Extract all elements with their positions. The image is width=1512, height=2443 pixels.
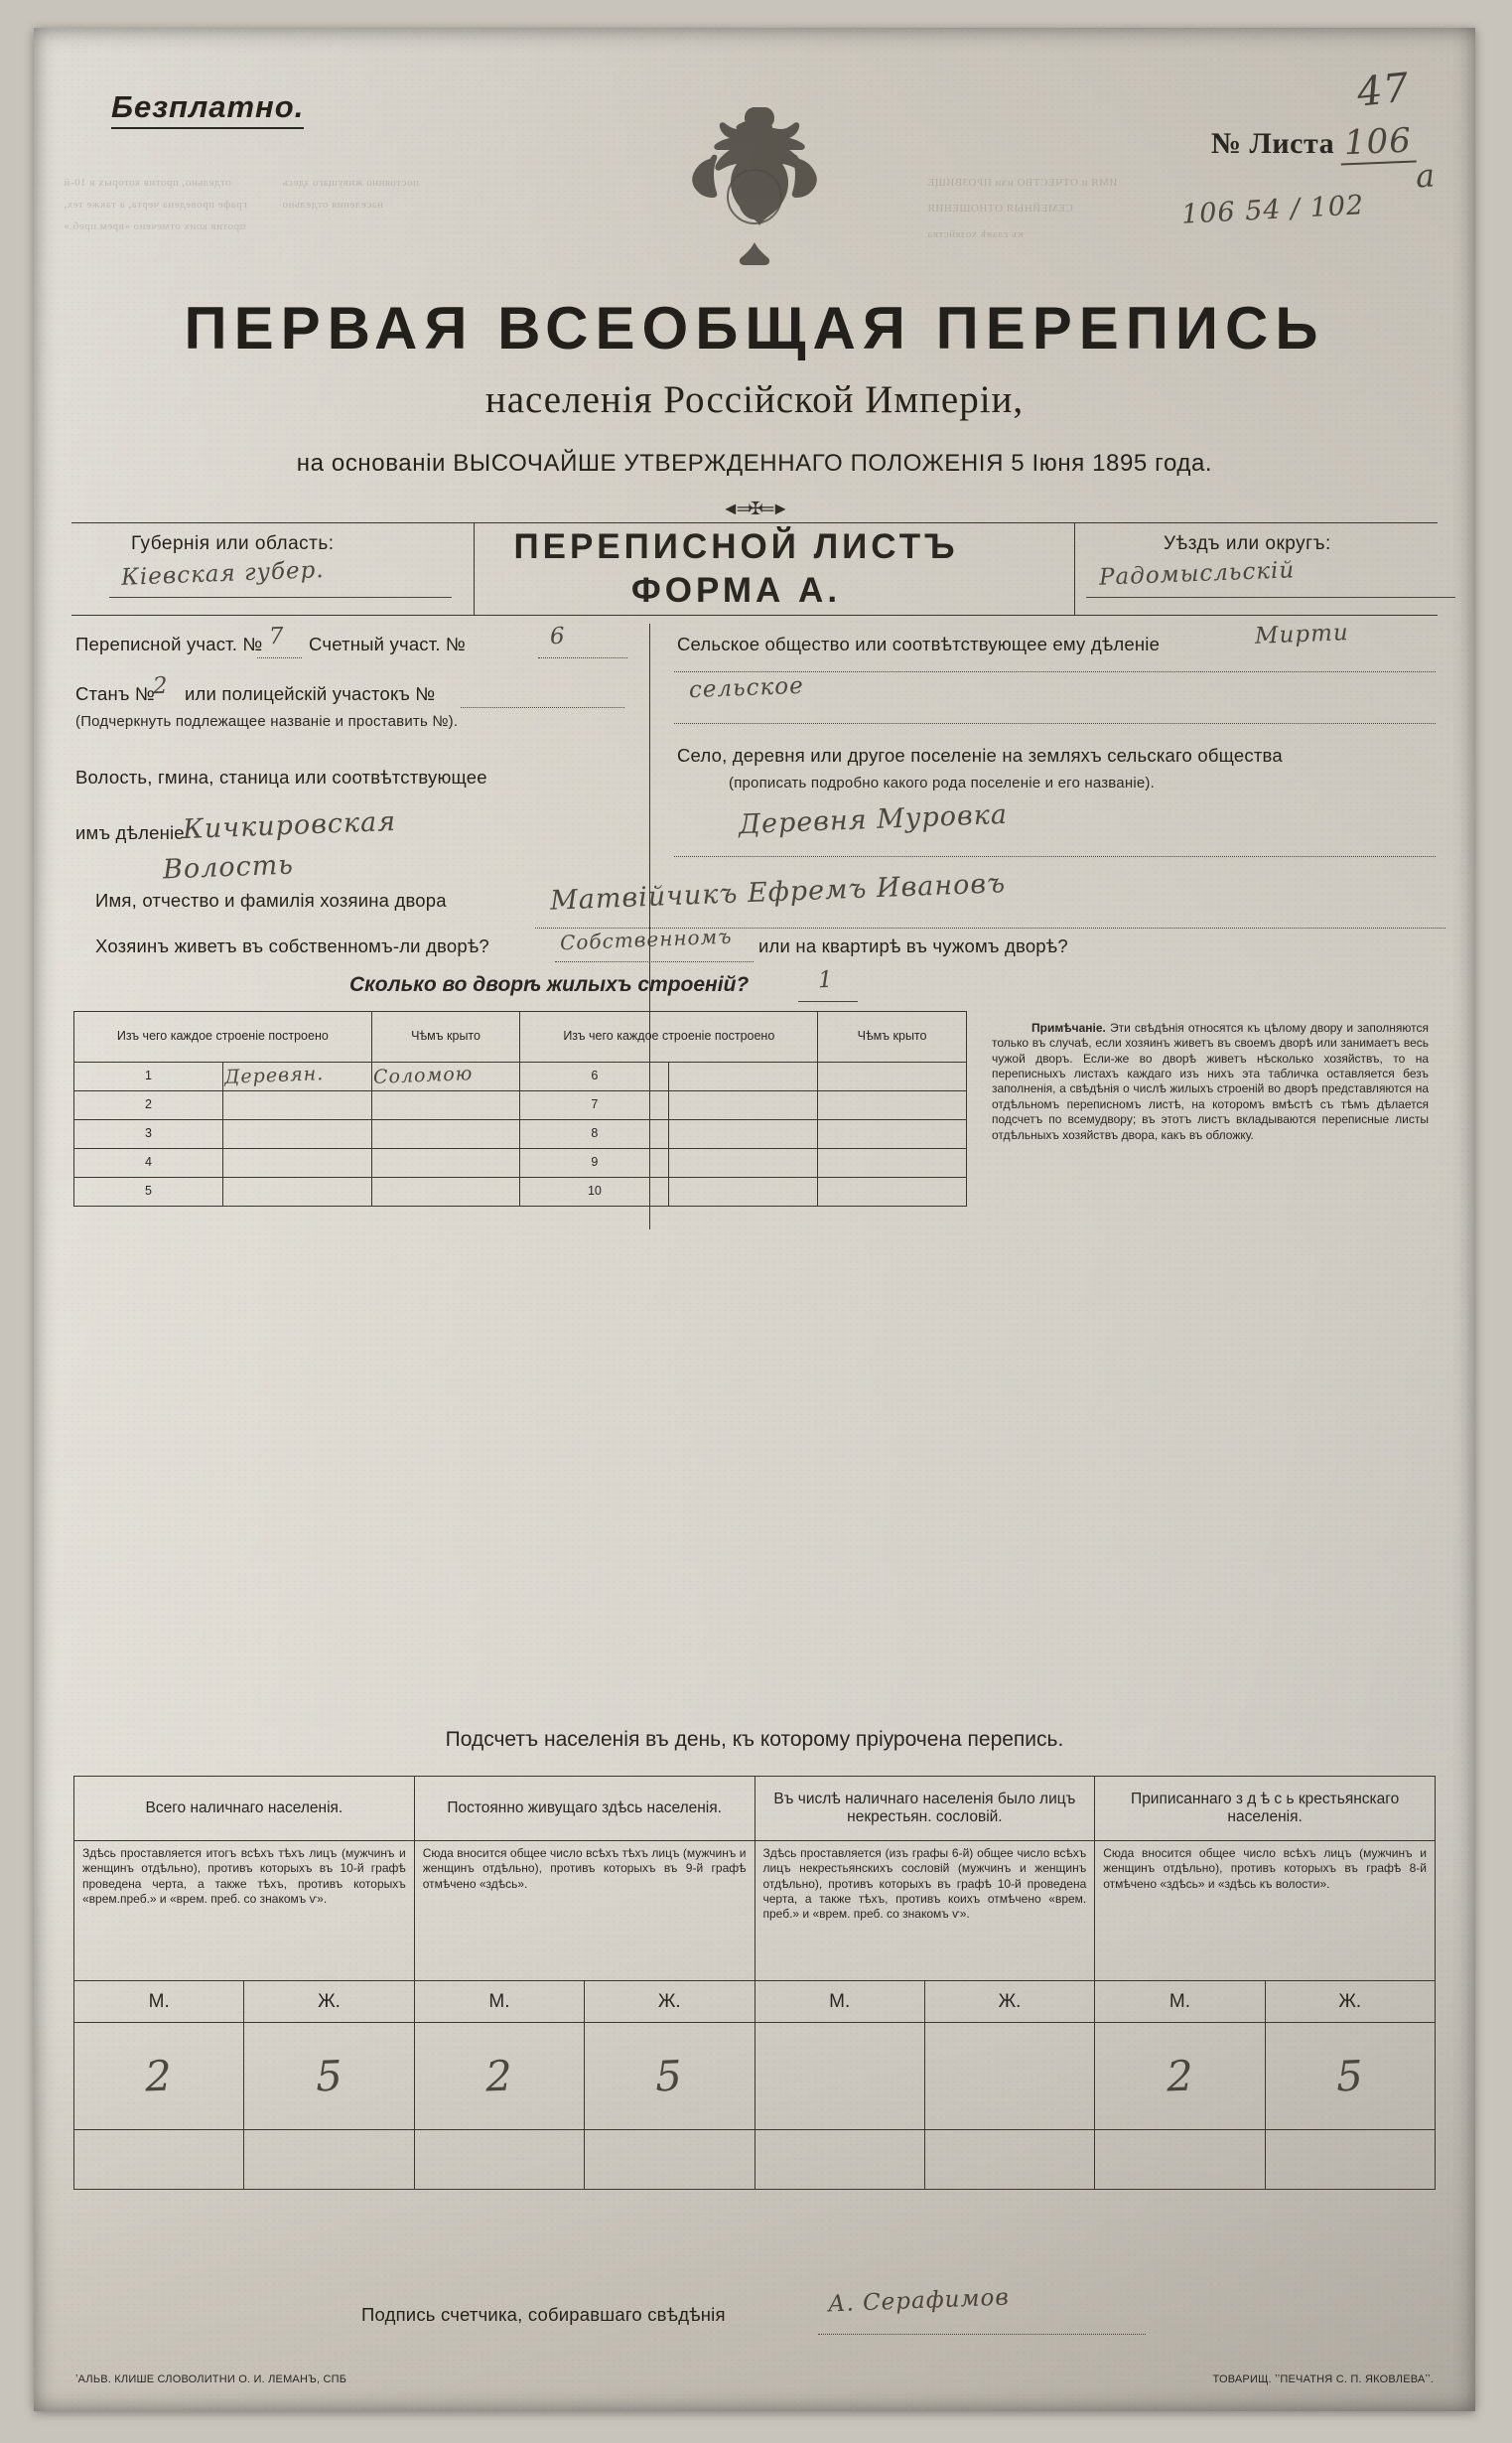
rural-society-value: Мирти (1254, 620, 1350, 649)
owner-value: Матвійчикъ Ефремъ Ивановъ (549, 868, 1007, 917)
rural-society-underline-2 (674, 723, 1436, 724)
residence-underline (555, 961, 754, 962)
page-subtitle: населенія Россійской Имперіи, (484, 378, 1025, 421)
band-divider-right (1074, 523, 1075, 615)
buildings-material: Деревян. (223, 1063, 325, 1089)
uyezd-label: Уѣздъ или округъ: (1164, 533, 1331, 554)
bleed-through-text: постоянно живущаго здесь (282, 177, 420, 189)
buildings-roof (371, 1091, 520, 1120)
buildings-row-number: 8 (520, 1120, 669, 1149)
buildings-col4-header: Чѣмъ крыто (818, 1012, 967, 1063)
form-title-line1: ПЕРЕПИСНОЙ ЛИСТЪ (513, 527, 959, 566)
ornament-divider: ◄═✠═► (721, 498, 788, 518)
count-subheader-1: Ж. (244, 1981, 414, 2023)
buildings-row-number: 7 (520, 1091, 669, 1120)
census-district-value: 7 (268, 623, 286, 650)
free-of-charge-label: Безплатно. (111, 89, 304, 129)
note-text: Эти свѣдѣнія относятся къ цѣлому двору и заполняются только въ случаѣ, если хозяинъ живетъ въ своемъ дворѣ или занимаетъ весь чужой дворъ. Если-же во дворѣ живетъ нѣсколько хозяйствъ, то на переписныхъ листахъ каждаго изъ нихъ эта табличка оставляется безъ заполненія, а свѣдѣнія о числѣ жилыхъ строеній во дворѣ представляются на отдѣльномъ переписномъ листѣ, на которомъ вмѣстѣ съ тѣмъ дѣлается подсчетъ по всемудвору; въ этотъ листъ вкладываются переписные листы отдѣльныхъ хозяйствъ двора, какъ въ обложку. (992, 1021, 1429, 1142)
signature-underline (818, 2334, 1146, 2335)
buildings-row-number: 2 (74, 1091, 223, 1120)
buildings-col2-header: Чѣмъ крыто (371, 1012, 520, 1063)
province-value: Кіевская губер. (120, 557, 326, 591)
form-title-line2: ФОРМА А. (630, 571, 842, 611)
buildings-table (73, 1011, 967, 1207)
sheet-number-annotation: 106 54 / 102 (1180, 190, 1365, 230)
buildings-row-number: 5 (74, 1178, 223, 1207)
printer-credit-right: ТОВАРИЩ. ʼʼПЕЧАТНЯ С. П. ЯКОВЛЕВАʼʼ. (1212, 2373, 1434, 2385)
count-subheader-5: Ж. (924, 1981, 1094, 2023)
population-count-title: Подсчетъ населенія въ день, къ которому пріурочена перепись. (445, 1728, 1064, 1751)
volost-label-line1: Волость, гмина, станица или соотвѣтствующее (75, 767, 487, 788)
count-description-0: Здѣсь проставляется итогъ всѣхъ тѣхъ лицъ (мужчинъ и женщинъ отдѣльно), противъ которыхъ въ 10-й графѣ проведена черта, а также тѣхъ, противъ которыхъ «врем.преб.» и «врем. преб. со знакомъ ѵ». (74, 1841, 415, 1981)
form-title (474, 525, 999, 613)
count-description-1: Сюда вносится общее число всѣхъ тѣхъ лицъ (мужчинъ и женщинъ отдѣльно), противъ которыхъ въ 9-й графѣ отмѣчено «здѣсь». (414, 1841, 755, 1981)
settlement-underline (674, 856, 1436, 857)
bleed-through-text: ИМЯ и ОТЧЕСТВО или ПРОЗВИЩЕ (927, 177, 1118, 189)
count-subheader-2: М. (414, 1981, 584, 2023)
buildings-roof (371, 1149, 520, 1178)
police-district-underline (461, 707, 624, 708)
uyezd-value: Радомысльскій (1098, 557, 1296, 591)
residence-question-b: или на квартирѣ въ чужомъ дворѣ? (758, 935, 1068, 956)
counting-district-value: 6 (549, 623, 567, 650)
printer-credit-left: ʼАЛЬВ. КЛИШЕ СЛОВОЛИТНИ О. И. ЛЕМАНЪ, СПБ (75, 2373, 347, 2385)
bleed-through-text: против коих отмечено «врем.преб.» (64, 220, 246, 232)
count-description-3: Сюда вносится общее число всѣхъ лицъ (мужчинъ и женщинъ отдѣльно), противъ которыхъ въ графѣ 8-й отмѣчено «здѣсь» и «здѣсь къ волости». (1095, 1841, 1436, 1981)
rural-society-underline (674, 671, 1436, 672)
settlement-label: Село, деревня или другое поселеніе на земляхъ сельскаго общества (677, 745, 1283, 766)
signature-label: Подпись счетчика, собиравшаго свѣдѣнія (361, 2304, 726, 2325)
signature-value: А. Серафимов (827, 2284, 1011, 2318)
underline-instruction: (Подчеркнуть подлежащее названіе и проставить №). (75, 713, 459, 730)
counting-district-label: Счетный участ. № (309, 634, 467, 654)
count-subheader-3: Ж. (585, 1981, 755, 2023)
count-subheader-4: М. (755, 1981, 924, 2023)
count-subheader-0: М. (74, 1981, 244, 2023)
buildings-roof (371, 1120, 520, 1149)
province-label: Губернія или область: (131, 533, 335, 554)
buildings-material (222, 1091, 371, 1120)
bleed-through-text: отдельно, против которых в 10-й (64, 177, 231, 189)
population-count-table (73, 1776, 1436, 2190)
count-header-0: Всего наличнаго населенія. (74, 1777, 415, 1841)
count-value-1: 5 (314, 2051, 344, 2101)
form-header-band (71, 522, 1438, 616)
uyezd-underline (1086, 597, 1455, 598)
count-value-0: 2 (144, 2051, 174, 2101)
buildings-roof: Соломою (372, 1063, 474, 1089)
count-header-1: Постоянно живущаго здѣсь населенія. (414, 1777, 755, 1841)
buildings-col1-header: Изъ чего каждое строеніе построено (74, 1012, 372, 1063)
buildings-answer: 1 (817, 966, 835, 994)
bleed-through-text: графе проведена черта, а также тех, (64, 199, 247, 211)
count-subheader-7: Ж. (1265, 1981, 1435, 2023)
count-header-3: Приписаннаго з д ѣ с ь крестьянскаго населенія. (1095, 1777, 1436, 1841)
buildings-col3-header: Изъ чего каждое строеніе построено (520, 1012, 818, 1063)
buildings-roof (818, 1149, 967, 1178)
census-district-label: Переписной участ. № (75, 634, 263, 654)
buildings-roof (818, 1063, 967, 1091)
buildings-row-number: 9 (520, 1149, 669, 1178)
residence-answer: Собственномъ (559, 924, 733, 955)
buildings-roof (818, 1091, 967, 1120)
count-subheader-6: М. (1095, 1981, 1265, 2023)
buildings-question: Сколько во дворѣ жилыхъ строеній? (349, 973, 750, 996)
sheet-number-field (1211, 122, 1416, 164)
buildings-roof (371, 1178, 520, 1207)
buildings-row-number: 1 (74, 1063, 223, 1091)
page-legal-basis: на основаніи ВЫСОЧАЙШЕ УТВЕРЖДЕННАГО ПОЛОЖЕНІЯ 5 Іюня 1895 года. (296, 450, 1213, 477)
rural-society-label: Сельское общество или соотвѣтствующее ему дѣленіе (677, 634, 1161, 654)
count-value-7: 5 (1335, 2051, 1365, 2101)
count-value-2: 2 (484, 2051, 514, 2101)
handwritten-corner-number: 47 (1354, 65, 1413, 116)
bleed-through-text: СЕМЕЙНЫЯ ОТНОШЕНИЯ (927, 203, 1073, 215)
settlement-value: Деревня Муровка (738, 798, 1009, 841)
buildings-roof (818, 1178, 967, 1207)
buildings-answer-underline (798, 1001, 858, 1002)
province-underline (109, 597, 452, 598)
police-district-label: или полицейскій участокъ № (185, 683, 436, 704)
sheet-number-suffix: a (1414, 156, 1438, 196)
imperial-eagle-emblem (650, 97, 859, 286)
buildings-roof (818, 1120, 967, 1149)
sheet-number-label: № Листа (1210, 127, 1335, 160)
owner-label: Имя, отчество и фамилія хозяина двора (95, 890, 447, 911)
buildings-row-number: 10 (520, 1178, 669, 1207)
note-block (992, 1021, 1429, 1143)
sheet-number-value: 106 (1339, 121, 1416, 166)
volost-value-line2: Волость (162, 849, 295, 886)
page-title: ПЕРВАЯ ВСЕОБЩАЯ ПЕРЕПИСЬ (184, 295, 1325, 361)
volost-label-line2: имъ дѣленіе (75, 822, 185, 843)
count-value-6: 2 (1165, 2051, 1195, 2101)
census-district-underline (257, 657, 302, 658)
volost-value-line1: Кичкировская (182, 805, 397, 846)
buildings-row-number: 3 (74, 1120, 223, 1149)
buildings-material (669, 1149, 818, 1178)
buildings-row-number: 6 (520, 1063, 669, 1091)
buildings-material (669, 1178, 818, 1207)
count-description-2: Здѣсь проставляется (изъ графы 6-й) общее число всѣхъ лицъ некрестьянскихъ сословій (мужчинъ и женщинъ отдѣльно), противъ которыхъ въ графѣ 10-й проведена черта, а также тѣхъ, противъ коихъ отмѣчено «врем. преб.» и «врем. преб. со знакомъ ѵ». (755, 1841, 1095, 1981)
stan-value: 2 (152, 672, 170, 700)
note-title: Примѣчаніе. (1031, 1021, 1106, 1035)
buildings-material (669, 1063, 818, 1091)
buildings-material (222, 1120, 371, 1149)
buildings-material (222, 1178, 371, 1207)
bleed-through-text: населения отдельно (282, 199, 384, 211)
bleed-through-text: къ главѣ хозяйства (927, 228, 1024, 240)
residence-question-a: Хозяинъ живетъ въ собственномъ-ли дворѣ? (95, 935, 489, 956)
rural-society-value-2: сельское (688, 672, 805, 704)
census-form-sheet (34, 28, 1475, 2411)
counting-district-underline (538, 657, 627, 658)
stan-label: Станъ № (75, 683, 156, 704)
count-header-2: Въ числѣ наличнаго населенія было лицъ некрестьян. сословій. (755, 1777, 1095, 1841)
buildings-material (222, 1149, 371, 1178)
buildings-row-number: 4 (74, 1149, 223, 1178)
count-value-3: 5 (654, 2051, 685, 2101)
settlement-note: (прописать подробно какого рода поселеніе и его названіе). (729, 775, 1155, 791)
buildings-material (669, 1120, 818, 1149)
buildings-material (669, 1091, 818, 1120)
